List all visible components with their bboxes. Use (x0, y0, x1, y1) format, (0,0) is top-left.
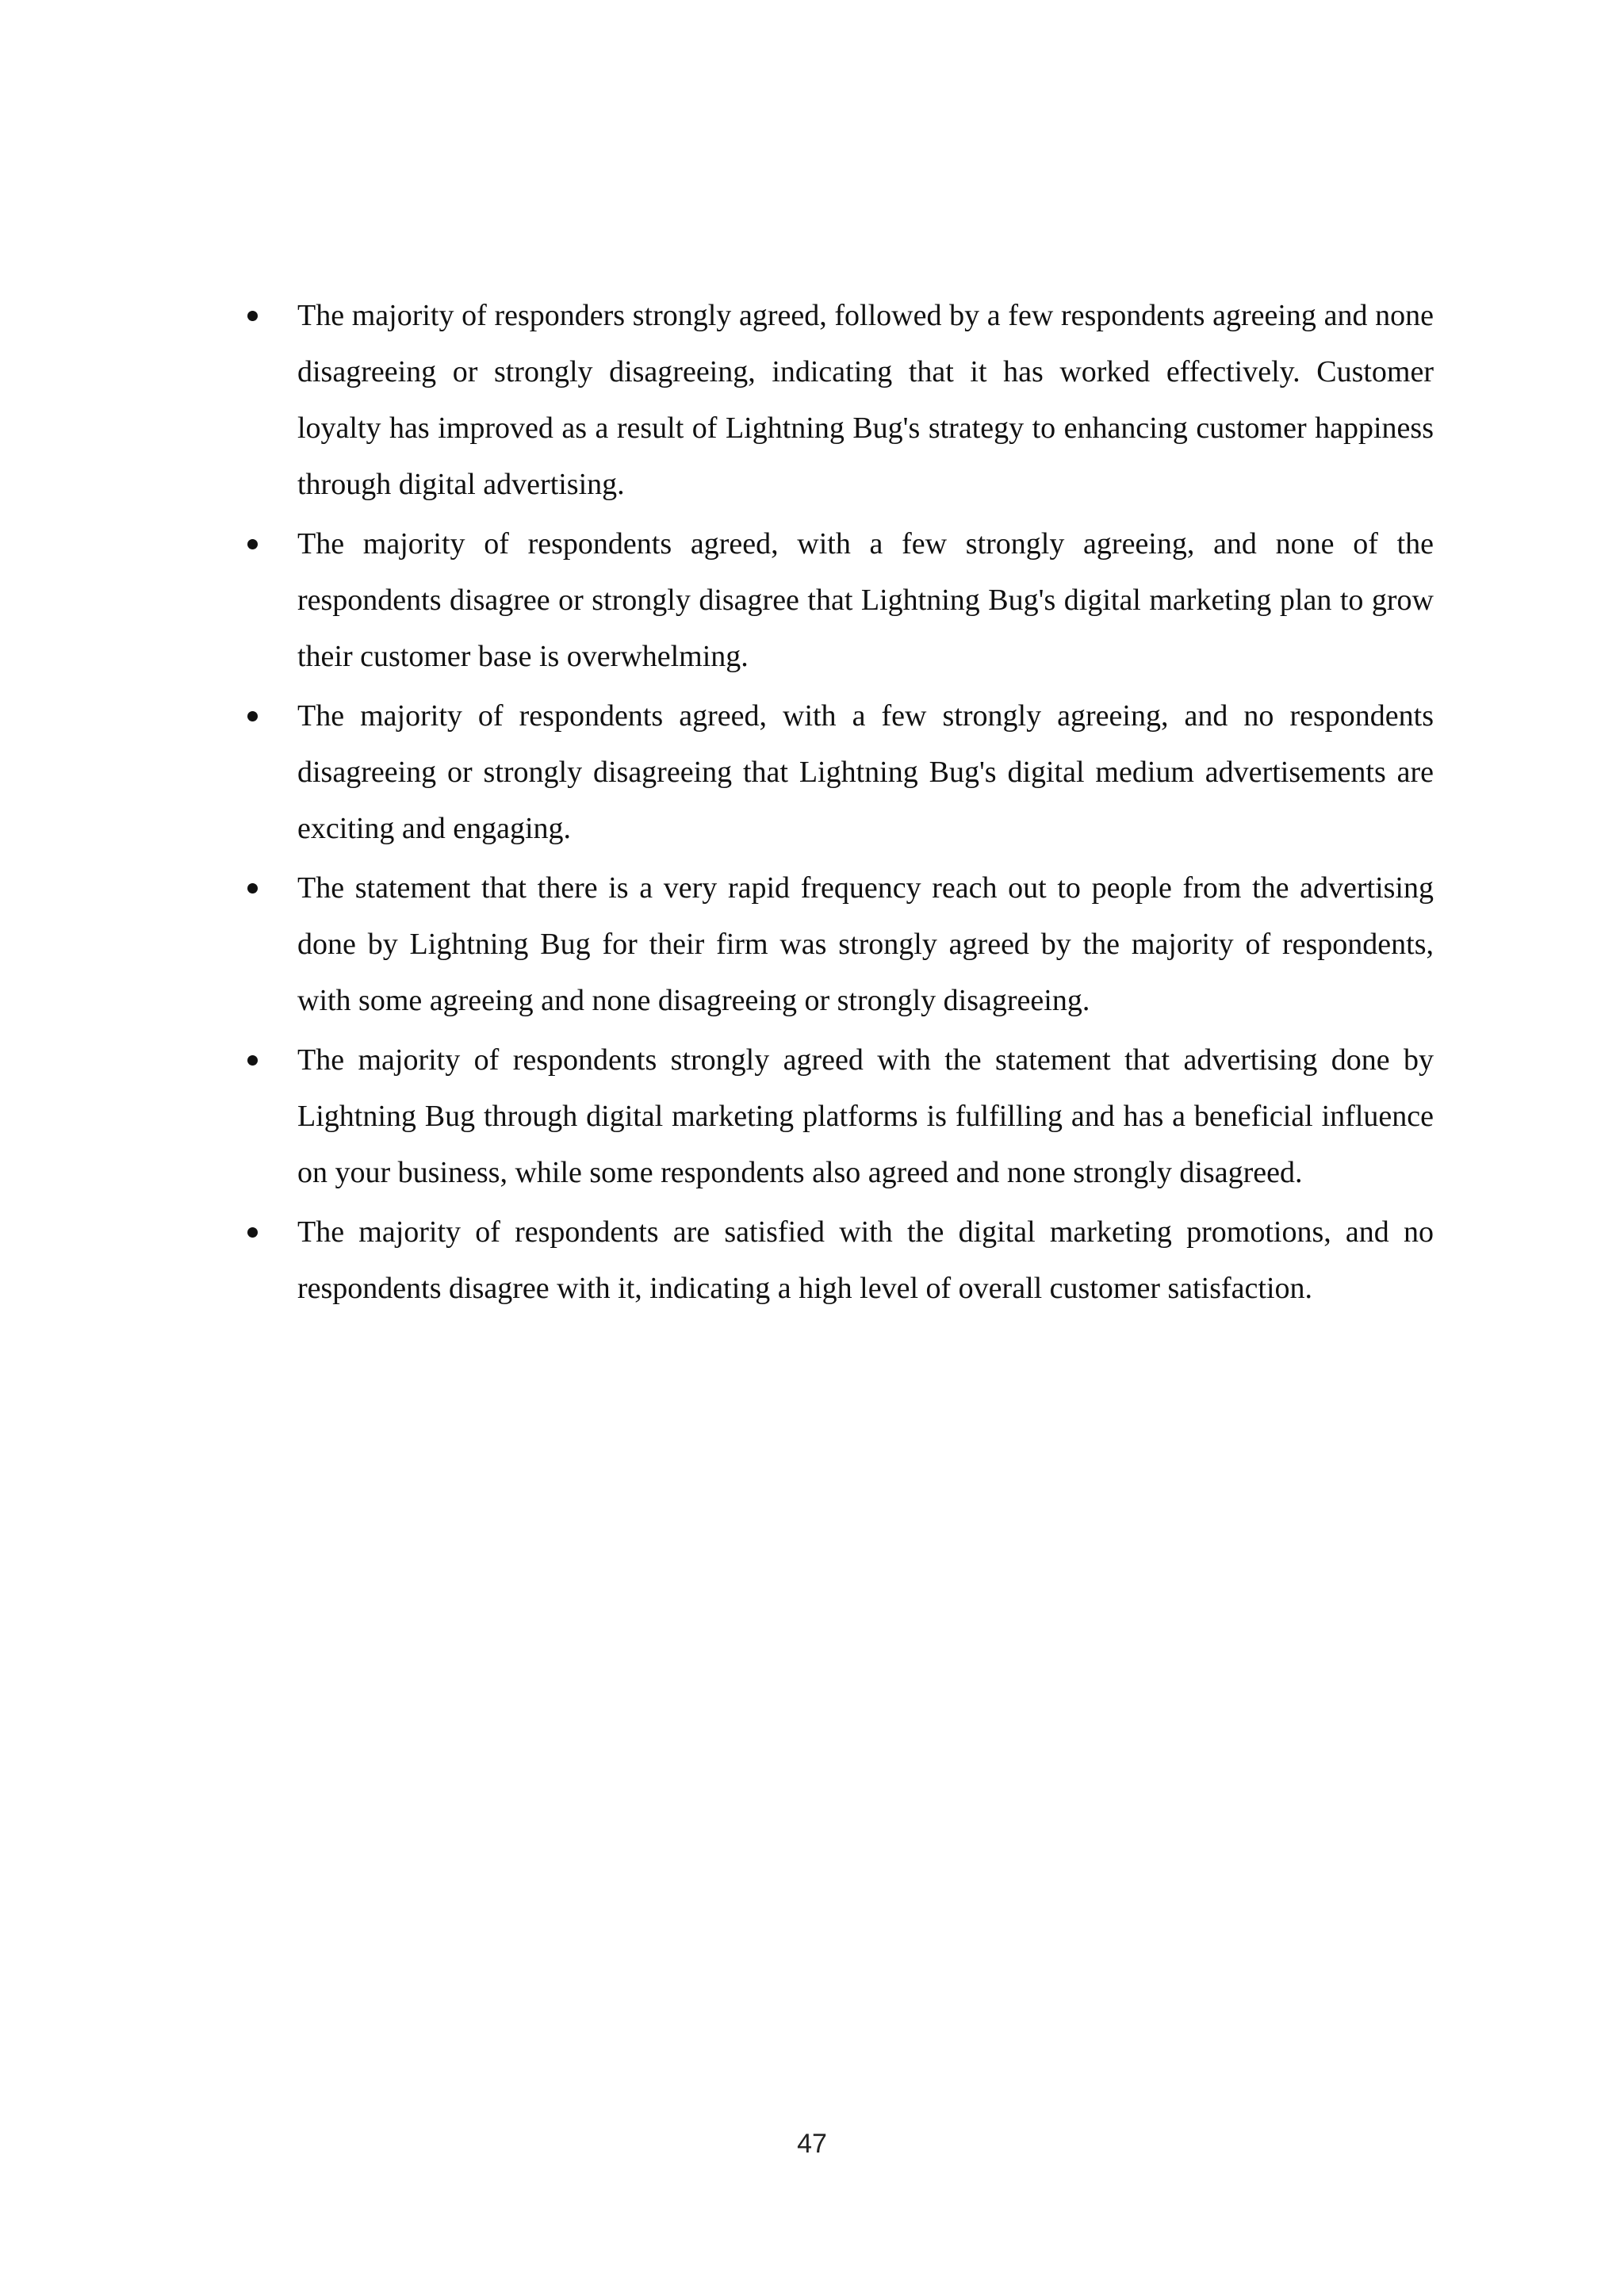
bullet-item-4 (238, 860, 1434, 1029)
bullet-text: The majority of respondents strongly agreed with the statement that advertising done by Lightning Bug through digital marketing platforms is fulfilling and has a beneficial influence on your business, while some respondents also agreed and none strongly disagreed. (297, 1043, 1434, 1189)
bullet-item-2 (238, 516, 1434, 685)
bullet-item-6 (238, 1204, 1434, 1317)
bullet-dot-icon (247, 1055, 258, 1066)
page-content (238, 288, 1434, 1320)
bullet-dot-icon (247, 539, 258, 549)
bullet-item-5 (238, 1032, 1434, 1201)
bullet-dot-icon (247, 883, 258, 894)
bullet-text: The majority of responders strongly agreed, followed by a few respondents agreeing and none disagreeing or strongly disagreeing, indicating that it has worked effectively. Customer loyalty has improved as a result of Lightning Bug's strategy to enhancing customer happiness through digital advertising. (297, 299, 1434, 501)
bullet-dot-icon (247, 711, 258, 721)
bullet-dot-icon (247, 1227, 258, 1238)
bullet-text: The majority of respondents agreed, with a few strongly agreeing, and none of the respondents disagree or strongly disagree that Lightning Bug's digital marketing plan to grow their customer base is overwhelming. (297, 527, 1434, 673)
bullet-text: The majority of respondents are satisfied with the digital marketing promotions, and no respondents disagree with it, indicating a high level of overall customer satisfaction. (297, 1215, 1434, 1305)
bullet-text: The statement that there is a very rapid frequency reach out to people from the advertising done by Lightning Bug for their firm was strongly agreed by the majority of respondents, with some agreeing and none disagreeing or strongly disagreeing. (297, 871, 1434, 1017)
bullet-item-3 (238, 688, 1434, 857)
bullet-item-1 (238, 288, 1434, 513)
page-number: 47 (797, 2129, 827, 2159)
bullet-text: The majority of respondents agreed, with a few strongly agreeing, and no respondents disagreeing or strongly disagreeing that Lightning Bug's digital medium advertisements are exciting and engaging. (297, 699, 1434, 845)
findings-bullet-list (238, 288, 1434, 1317)
bullet-dot-icon (247, 311, 258, 321)
